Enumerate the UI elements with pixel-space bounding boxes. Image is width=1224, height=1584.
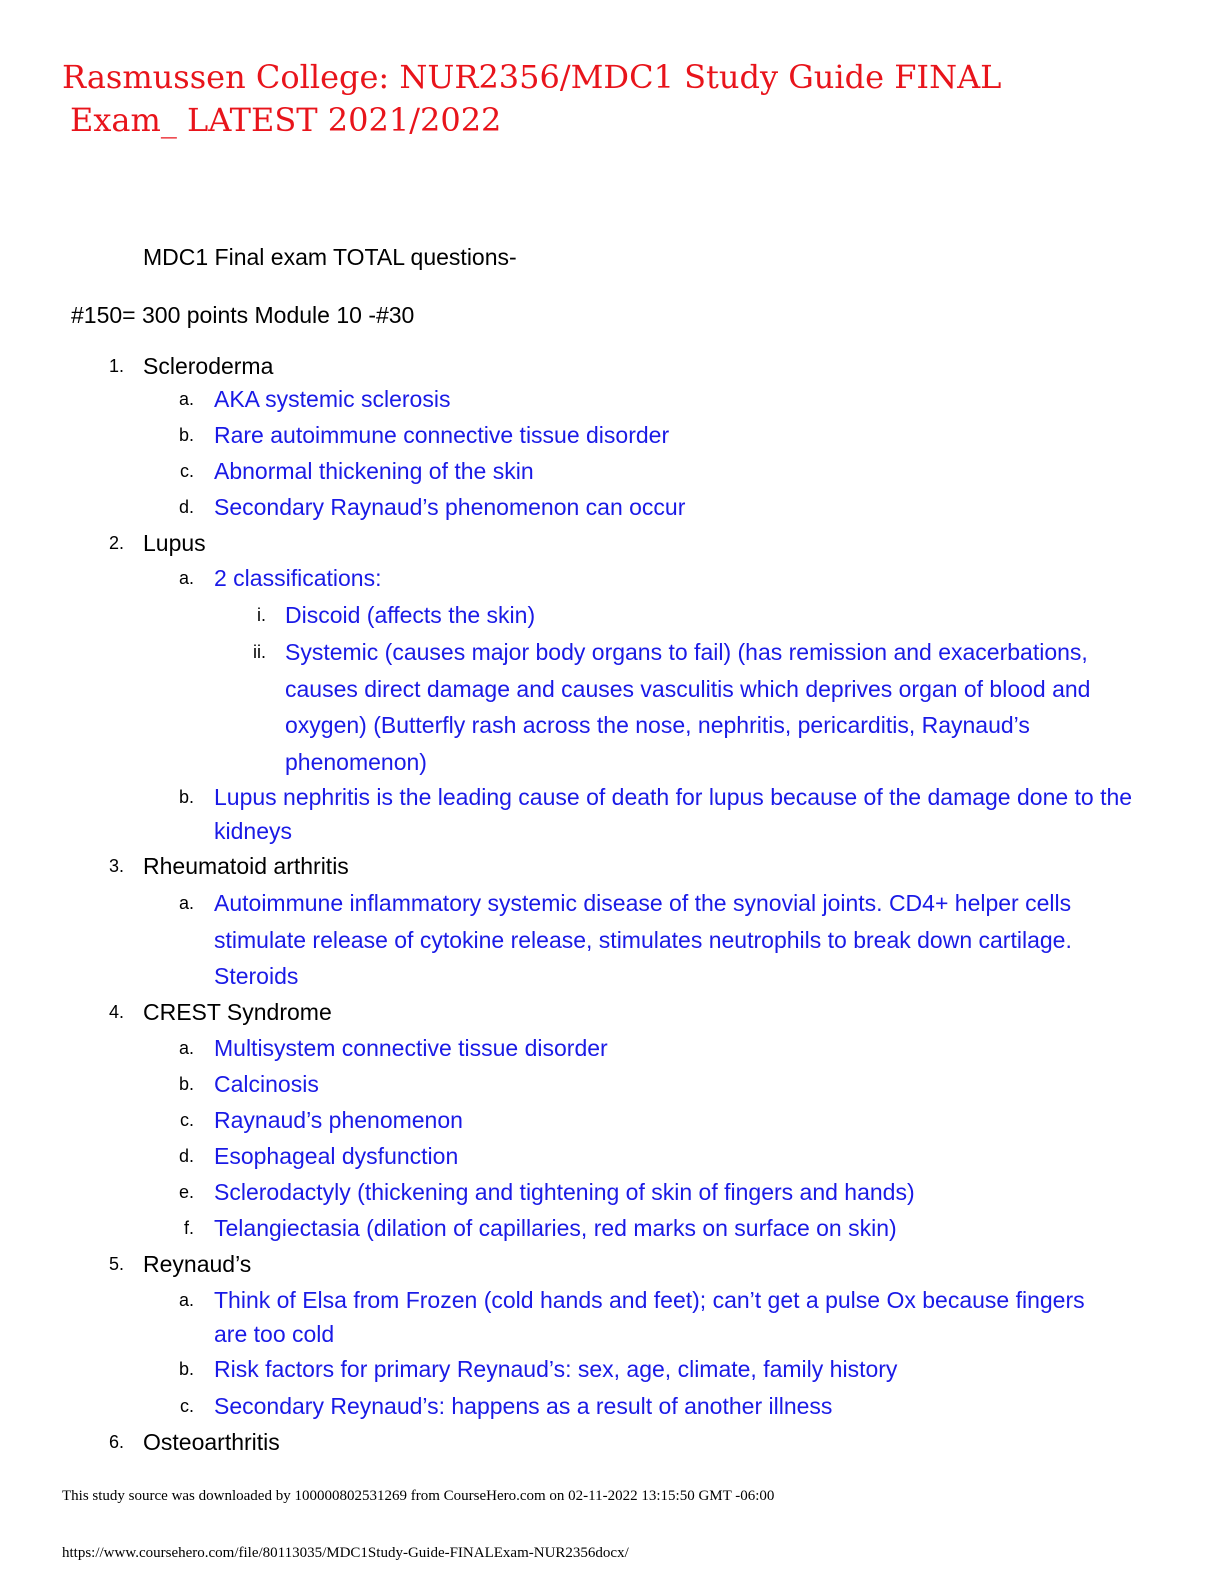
item-marker: b. <box>178 1074 194 1094</box>
topic-label: Rheumatoid arthritis <box>143 853 349 879</box>
item-text: Risk factors for primary Reynaud’s: sex, age, climate, family history <box>214 1356 898 1382</box>
topic-number: 3. <box>108 856 124 876</box>
topic-label: Scleroderma <box>143 353 274 379</box>
item-text: Sclerodactyly (thickening and tightening of skin of fingers and hands) <box>214 1179 915 1205</box>
item-marker: ii. <box>253 642 266 662</box>
topic-label: CREST Syndrome <box>143 999 332 1025</box>
item-marker: c. <box>179 1396 194 1416</box>
item-text: Autoimmune inflammatory systemic disease of the synovial joints. CD4+ helper cells stimulate release of cytokine release, stimulates neutrophils to break down cartilage. Steroids <box>214 890 1072 989</box>
item-marker: c. <box>179 461 194 481</box>
topic-label: Lupus <box>143 530 206 556</box>
item-marker: b. <box>178 1359 194 1379</box>
item-text: Rare autoimmune connective tissue disorder <box>214 422 670 448</box>
intro-total-questions: MDC1 Final exam TOTAL questions- <box>143 244 517 270</box>
item-marker: f. <box>183 1218 194 1238</box>
item-marker: a. <box>178 1038 194 1058</box>
topic-label: Osteoarthritis <box>143 1429 280 1455</box>
item-text: Think of Elsa from Frozen (cold hands and feet); can’t get a pulse Ox because fingers are too cold <box>214 1287 1085 1347</box>
source-url[interactable]: https://www.coursehero.com/file/80113035/MDC1Study-Guide-FINALExam-NUR2356docx/ <box>62 1545 629 1561</box>
item-text: Systemic (causes major body organs to fail) (has remission and exacerbations, causes direct damage and causes vasculitis which deprives organ of blood and oxygen) (Butterfly rash across the nose, nephritis, pericarditis, Raynaud’s phenomenon) <box>285 639 1091 775</box>
title-line-2: Exam_ LATEST 2021/2022 <box>70 101 502 139</box>
topic-label: Reynaud’s <box>143 1251 252 1277</box>
document-title <box>62 56 1062 142</box>
item-marker: b. <box>178 787 194 807</box>
item-text: 2 classifications: <box>214 565 382 591</box>
topic-number: 4. <box>108 1002 124 1022</box>
item-marker: a. <box>178 1290 194 1310</box>
item-text: Raynaud’s phenomenon <box>214 1107 463 1133</box>
topic-number: 2. <box>108 533 124 553</box>
intro-points-module: #150= 300 points Module 10 -#30 <box>71 302 415 328</box>
item-marker: a. <box>178 389 194 409</box>
item-text: Secondary Reynaud’s: happens as a result of another illness <box>214 1393 833 1419</box>
item-marker: a. <box>178 893 194 913</box>
item-marker: d. <box>178 1146 194 1166</box>
item-text: Multisystem connective tissue disorder <box>214 1035 608 1061</box>
item-text: Lupus nephritis is the leading cause of death for lupus because of the damage done to the kidneys <box>214 784 1133 844</box>
topic-number: 5. <box>108 1254 124 1274</box>
title-line-1: Rasmussen College: NUR2356/MDC1 Study Guide FINAL <box>62 58 1002 96</box>
item-marker: d. <box>178 497 194 517</box>
item-text: Abnormal thickening of the skin <box>214 458 534 484</box>
item-text: Esophageal dysfunction <box>214 1143 459 1169</box>
item-marker: b. <box>178 425 194 445</box>
topic-number: 1. <box>108 356 124 376</box>
item-marker: c. <box>179 1110 194 1130</box>
item-text: AKA systemic sclerosis <box>214 386 451 412</box>
item-text: Secondary Raynaud’s phenomenon can occur <box>214 494 686 520</box>
item-text: Telangiectasia (dilation of capillaries, red marks on surface on skin) <box>214 1215 897 1241</box>
item-marker: e. <box>178 1182 194 1202</box>
item-text: Calcinosis <box>214 1071 319 1097</box>
item-text: Discoid (affects the skin) <box>285 602 536 628</box>
item-marker: i. <box>257 605 266 625</box>
download-source-notice: This study source was downloaded by 100000802531269 from CourseHero.com on 02-11-2022 13:15:50 GMT -06:00 <box>62 1488 775 1504</box>
item-marker: a. <box>178 568 194 588</box>
topic-number: 6. <box>108 1432 124 1452</box>
